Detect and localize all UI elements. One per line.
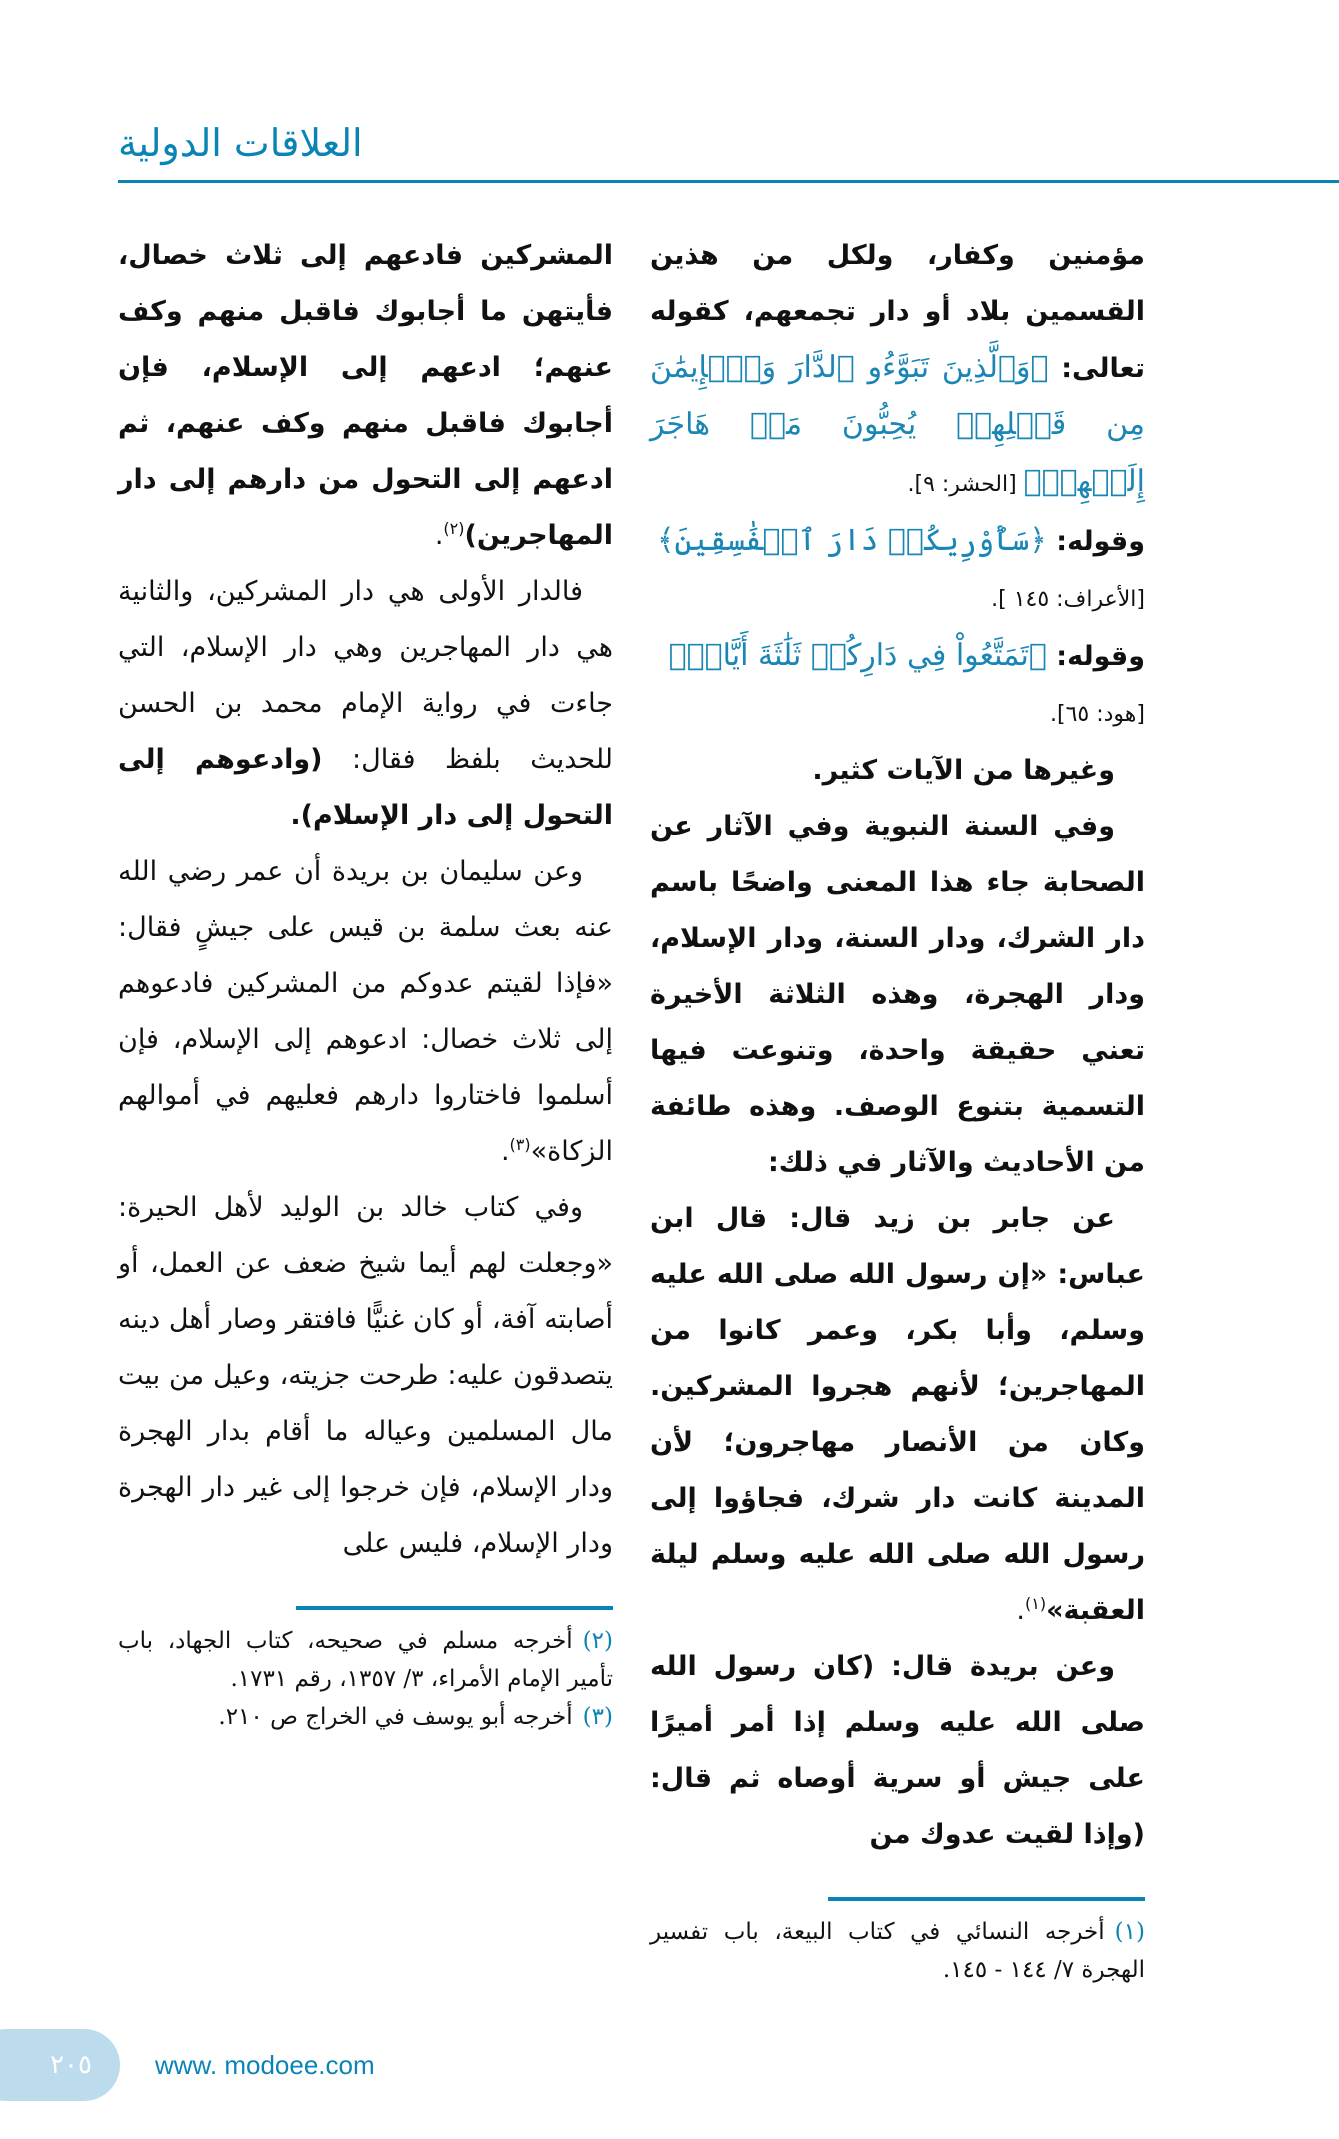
left-column [118, 228, 613, 1989]
verse-reference: [هود: ٦٥]. [1050, 702, 1145, 727]
verse-reference: [الأعراف: ١٤٥ ]. [991, 587, 1145, 612]
paragraph [118, 228, 613, 564]
right-column [650, 228, 1145, 1989]
body-text: . [500, 1136, 510, 1167]
page-header [0, 0, 1339, 228]
website-link[interactable]: www. modoee.com [155, 2050, 375, 2080]
columns [0, 228, 1339, 1989]
footnote [118, 1622, 613, 1698]
header-rule [118, 180, 1339, 183]
right-column-text [650, 228, 1145, 1863]
footnote-text: أخرجه مسلم في صحيحه، كتاب الجهاد، باب تأمير الإمام الأمراء، ٣/ ١٣٥٧، رقم ١٧٣١. [118, 1628, 613, 1692]
paragraph: وغيرها من الآيات كثير. [812, 755, 1115, 786]
body-text: . [1016, 1595, 1025, 1626]
paragraph [650, 1191, 1145, 1639]
body-text: المشركين فادعهم إلى ثلاث خصال، فأيتهن ما أجابوك فاقبل منهم وكف عنهم؛ ادعهم إلى الإسلام، فإن أجابوك فاقبل منهم وكف عنهم، ثم ادعهم إلى التحول من دارهم إلى دار المهاجرين) [118, 240, 613, 551]
paragraph: وفي السنة النبوية وفي الآثار عن الصحابة جاء هذا المعنى واضحًا باسم دار الشرك، ودار السنة، ودار الإسلام، ودار الهجرة، وهذه الثلاثة الأخيرة تعني حقيقة واحدة، وتنوعت فيها التسمية بتنوع الوصف. وهذه طائفة من الأحاديث والآثار في ذلك: [650, 811, 1145, 1178]
footnote-rule [828, 1897, 1145, 1901]
paragraph: وفي كتاب خالد بن الوليد لأهل الحيرة: «وجعلت لهم أيما شيخ ضعف عن العمل، أو أصابته آفة، أو كان غنيًّا فافتقر وصار أهل دينه يتصدقون عليه: طرحت جزيته، وعيل من بيت مال المسلمين وعياله ما أقام بدار الهجرة ودار الإسلام، فإن خرجوا إلى غير دار الهجرة ودار الإسلام، فليس على [118, 1192, 613, 1559]
quran-verse: ﴿وَٱلَّذِينَ تَبَوَّءُو ٱلدَّارَ وَٱلۡإِيمَٰنَ مِن قَبۡلِهِمۡ يُحِبُّونَ مَنۡ هَاجَرَ إِلَيۡهِمۡ﴾ [650, 350, 1145, 499]
verse-reference: [الحشر: ٩]. [907, 472, 1024, 497]
body-text: . [434, 520, 444, 551]
body-text: فالدار الأولى هي دار المشركين، والثانية هي دار المهاجرين وهي دار الإسلام، التي جاءت في رواية الإمام محمد بن الحسن للحديث بلفظ فقال: [118, 576, 613, 775]
paragraph-emphasis: وعن بريدة قال: (كان رسول الله صلى الله عليه وسلم إذا أمر أميرًا على جيش أو سرية أوصاه ثم قال: (وإذا لقيت عدوك من [650, 1651, 1145, 1850]
running-header-title: العلاقات الدولية [118, 121, 363, 165]
footnote-number: (٢) [582, 1628, 613, 1654]
footnotes-left [118, 1622, 613, 1736]
paragraph [650, 228, 1145, 513]
paragraph [650, 513, 1145, 628]
footnote-text: أخرجه النسائي في كتاب البيعة، باب تفسير الهجرة ٧/ ١٤٤ - ١٤٥. [650, 1919, 1145, 1983]
body-text: وقوله: [1046, 641, 1145, 672]
footnote-text: أخرجه أبو يوسف في الخراج ص ٢١٠. [218, 1704, 573, 1730]
footnote-rule [296, 1606, 613, 1610]
footnote-ref[interactable]: (٢) [443, 519, 465, 538]
paragraph [118, 564, 613, 844]
footnote-number: (١) [1114, 1919, 1145, 1945]
footnote [650, 1913, 1145, 1989]
paragraph [650, 628, 1145, 743]
footnote-ref[interactable]: (٣) [509, 1135, 531, 1154]
quran-verse: ﴿تَمَتَّعُواْ فِي دَارِكُمۡ ثَلَٰثَةَ أَيَّامٖ﴾ [668, 638, 1047, 673]
body-text: مؤمنين وكفار، ولكل من هذين القسمين بلاد أو دار تجمعهم، كقوله تعالى: [650, 240, 1145, 384]
footnote [118, 1698, 613, 1736]
quran-verse: ﴿سَأُوْرِيكُمۡ دَارَ ٱلۡفَٰسِقِينَ﴾ [656, 523, 1047, 558]
body-text: وقوله: [1046, 526, 1145, 557]
page-footer [0, 2019, 1339, 2139]
paragraph [118, 844, 613, 1180]
footnotes-right [650, 1913, 1145, 1989]
footnote-ref[interactable]: (١) [1025, 1594, 1047, 1613]
footnote-number: (٣) [582, 1704, 613, 1730]
body-text: عن جابر بن زيد قال: قال ابن عباس: «إن رسول الله صلى الله عليه وسلم، وأبا بكر، وعمر كانوا من المهاجرين؛ لأنهم هجروا المشركين. وكان من الأنصار مهاجرون؛ لأن المدينة كانت دار شرك، فجاؤوا إلى رسول الله صلى الله عليه وسلم ليلة العقبة» [650, 1203, 1145, 1626]
body-text-bold: (وادعوهم إلى التحول إلى دار الإسلام). [118, 744, 613, 831]
body-text: وعن سليمان بن بريدة أن عمر رضي الله عنه بعث سلمة بن قيس على جيشٍ فقال: «فإذا لقيتم عدوكم من المشركين فادعوهم إلى ثلاث خصال: ادعوهم إلى الإسلام، فإن أسلموا فاختاروا دارهم فعليهم في أموالهم الزكاة» [118, 856, 613, 1167]
left-column-text [118, 228, 613, 1572]
page-number-badge: ٢٠٥ [0, 2029, 120, 2101]
